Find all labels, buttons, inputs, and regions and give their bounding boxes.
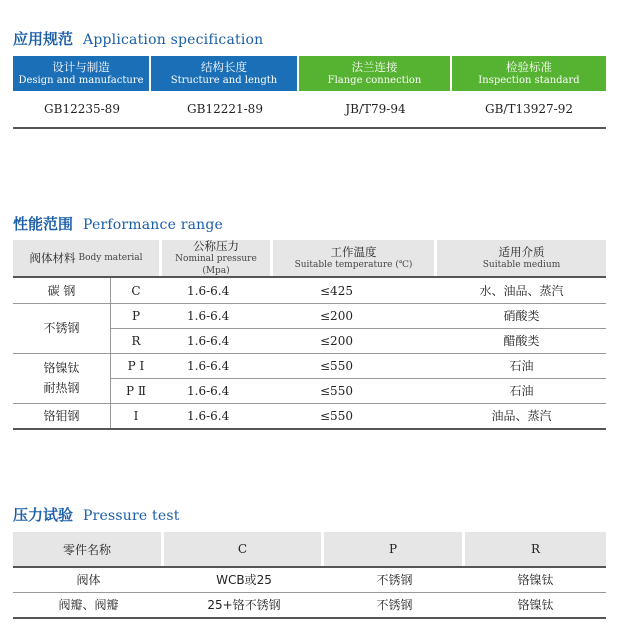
medium-cell: 硝酸类 [503, 309, 540, 323]
code-cell: I [133, 408, 139, 423]
section-title-zh: 性能范围 [13, 215, 74, 233]
medium-cell: 水、油品、蒸汽 [479, 284, 564, 298]
header-zh: 设计与制造 [52, 60, 110, 74]
pressure-row [13, 593, 606, 619]
header-pressure [162, 240, 273, 276]
header-zh: 阀体材料 [29, 251, 76, 265]
section-title-application [13, 28, 263, 49]
header-material [13, 240, 162, 276]
application-value-row [13, 91, 606, 129]
header-inspection [452, 56, 606, 91]
pressure-cell: 1.6-6.4 [187, 358, 230, 373]
medium-cell: 油品、蒸汽 [491, 409, 552, 423]
header-r: R [465, 532, 606, 566]
section-title-zh: 压力试验 [13, 506, 74, 524]
header-zh: 公称压力 [193, 239, 239, 253]
temperature-cell: ≤200 [320, 308, 353, 323]
performance-table [13, 240, 606, 430]
header-en: Inspection standard [478, 75, 580, 86]
medium-cell: 石油 [509, 384, 534, 398]
pressure-cell: 1.6-6.4 [187, 333, 230, 348]
code-cell: P Ⅰ [127, 358, 145, 373]
performance-row [13, 328, 606, 353]
section-title-zh: 应用规范 [13, 30, 74, 48]
header-en: Suitable medium [482, 260, 561, 270]
value-design: GB12235-89 [44, 102, 120, 116]
header-en: Nominal pressure (Mpa) [175, 254, 257, 276]
pressure-cell: 1.6-6.4 [187, 283, 230, 298]
temperature-cell: ≤550 [320, 408, 353, 423]
application-table [13, 56, 606, 129]
value-structure: GB12221-89 [187, 102, 263, 116]
section-title-pressure [13, 504, 180, 525]
part-name-cell: 阀体 [76, 573, 101, 587]
medium-cell: 石油 [509, 359, 534, 373]
code-cell: R [131, 333, 141, 348]
header-en: Body material [78, 253, 143, 263]
header-temperature [273, 240, 437, 276]
header-zh: 结构长度 [201, 60, 247, 74]
material-line: 耐热钢 [43, 381, 80, 395]
temperature-cell: ≤200 [320, 333, 353, 348]
pressure-header-row [13, 532, 606, 566]
section-title-en: Performance range [83, 217, 224, 233]
code-cell: P Ⅱ [125, 383, 147, 398]
header-medium [437, 240, 606, 276]
r-cell: 铬镍钛 [517, 598, 554, 612]
header-zh: 检验标准 [506, 60, 552, 74]
performance-row [13, 378, 606, 403]
header-zh: 适用介质 [498, 245, 545, 259]
application-header-row [13, 56, 606, 91]
pressure-cell: 1.6-6.4 [187, 308, 230, 323]
value-flange: JB/T79-94 [345, 102, 406, 116]
performance-row [13, 353, 606, 378]
c-cell: 25+铬不锈钢 [207, 598, 281, 612]
medium-cell: 醋酸类 [503, 334, 540, 348]
material-carbon: 碳 钢 [47, 283, 76, 298]
r-cell: 铬镍钛 [517, 573, 554, 587]
performance-header-row [13, 240, 606, 276]
header-part-name: 零件名称 [13, 532, 164, 566]
temperature-cell: ≤550 [320, 383, 353, 398]
section-title-performance [13, 213, 223, 234]
header-en: Suitable temperature (℃) [294, 260, 413, 270]
header-p: P [324, 532, 465, 566]
part-name-cell: 阀瓣、阀瓣 [58, 598, 119, 612]
pressure-cell: 1.6-6.4 [187, 408, 230, 423]
p-cell: 不锈钢 [376, 598, 413, 612]
pressure-cell: 1.6-6.4 [187, 383, 230, 398]
code-cell: C [131, 283, 141, 298]
c-cell: WCB或25 [216, 573, 272, 587]
header-c: C [164, 532, 324, 566]
performance-row [13, 403, 606, 428]
material-stainless: 不锈钢 [43, 321, 80, 335]
pressure-row [13, 566, 606, 593]
header-structure [151, 56, 299, 91]
header-en: Design and manufacture [18, 75, 144, 86]
performance-row [13, 303, 606, 328]
header-en: Structure and length [170, 75, 278, 86]
header-design [13, 56, 151, 91]
material-line: 铬镍钛 [43, 361, 80, 375]
p-cell: 不锈钢 [376, 573, 413, 587]
temperature-cell: ≤425 [320, 283, 353, 298]
value-inspection: GB/T13927-92 [485, 102, 573, 116]
section-title-en: Application specification [83, 32, 264, 48]
header-flange [299, 56, 452, 91]
header-zh: 工作温度 [330, 245, 377, 259]
pressure-table [13, 532, 606, 619]
performance-body [13, 276, 606, 430]
temperature-cell: ≤550 [320, 358, 353, 373]
section-title-en: Pressure test [83, 508, 180, 524]
header-en: Flange connection [327, 75, 422, 86]
material-cr-mo: 铬钼钢 [43, 408, 80, 423]
code-cell: P [131, 308, 141, 323]
header-zh: 法兰连接 [351, 60, 398, 74]
performance-row [13, 278, 606, 303]
